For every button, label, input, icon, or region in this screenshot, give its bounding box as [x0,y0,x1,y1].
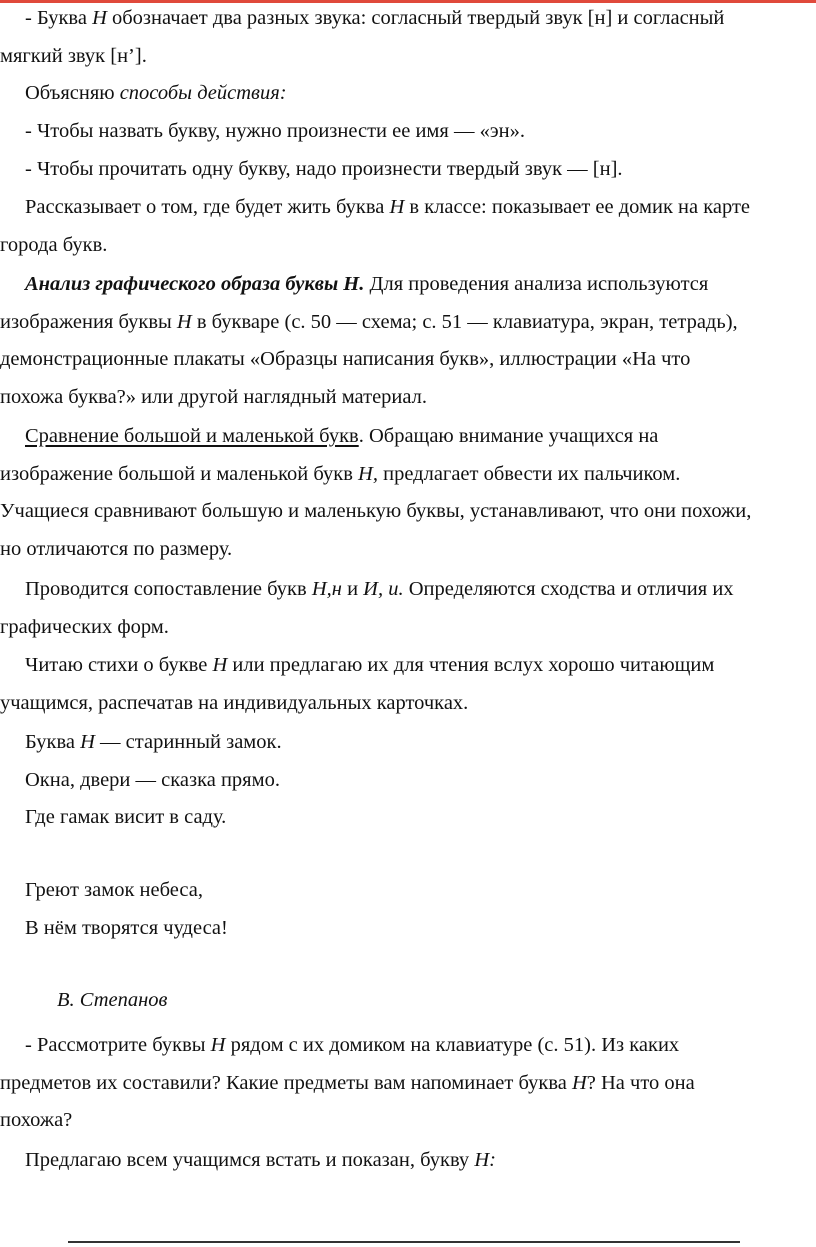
paragraph-graphic-analysis [0,266,800,416]
text-line: предметов их составили? Какие предметы вам напоминает буква Н? На что она [0,1071,695,1094]
paragraph-name-letter [0,113,800,151]
text-line: графических форм. [0,615,169,638]
text-line: Предлагаю всем учащимся встать и показан, букву Н: [25,1149,496,1171]
paragraph-letter-comparison [0,571,800,646]
paragraph-letter-sounds [0,0,800,75]
text-line: Объясняю способы действия: [25,82,287,104]
poem-stanza-2 [0,872,800,947]
text-line: но отличаются по размеру. [0,537,233,560]
text-line: мягкий звук [н’]. [0,44,147,67]
underlined-heading: Сравнение большой и маленькой букв [25,425,359,447]
text-line: - Рассмотрите буквы Н рядом с их домиком на клавиатуре (с. 51). Из каких [25,1034,680,1056]
paragraph-show-letter [0,1142,800,1180]
poem-stanza-1 [0,724,800,837]
text-line: Анализ графического образа буквы Н. Для проведения анализа используются [25,273,709,295]
paragraph-poems [0,647,800,722]
text-line: Рассказывает о том, где будет жить буква Н в классе: показывает ее домик на карте [25,196,751,218]
paragraph-compare-letters [0,418,800,568]
text-line: - Буква Н обозначает два разных звука: согласный твердый звук [н] и согласный [25,7,725,29]
paragraph-methods [0,75,800,113]
text-line: изображения буквы Н в букваре (с. 50 — схема; с. 51 — клавиатура, экран, тетрадь), [0,310,738,333]
poem-line: Где гамак висит в саду. [25,806,227,828]
paragraph-read-letter [0,151,800,189]
text-line: Учащиеся сравнивают большую и маленькую буквы, устанавливают, что они похожи, [0,500,752,522]
text-line: Читаю стихи о букве Н или предлагаю их для чтения вслух хорошо читающим [25,654,715,676]
text-line: - Чтобы прочитать одну букву, надо произнести твердый звук — [н]. [25,158,623,180]
footer-divider [68,1241,740,1243]
poem-author [0,982,800,1020]
text-line: похожа буква?» или другой наглядный материал. [0,385,428,408]
paragraph-letter-home [0,189,800,264]
text-line: Проводится сопоставление букв Н,н и И, и. Определяются сходства и отличия их [25,578,734,600]
text-line: города букв. [0,233,108,256]
text-line: - Чтобы назвать букву, нужно произнести ее имя — «эн». [25,120,525,142]
text-line: учащимся, распечатав на индивидуальных карточках. [0,691,469,714]
paragraph-keyboard-question [0,1027,800,1140]
poem-line: Буква Н — старинный замок. [25,731,282,753]
poem-line: Греют замок небеса, [25,879,203,901]
text-line: демонстрационные плакаты «Образцы написания букв», иллюстрации «На что [0,348,691,370]
text-line: изображение большой и маленькой букв Н, предлагает обвести их пальчиком. [0,462,681,485]
text-line: похожа? [0,1109,73,1131]
poem-line: Окна, двери — сказка прямо. [25,768,280,791]
poem-line: В нём творятся чудеса! [25,916,228,939]
text-line: Сравнение большой и маленькой букв. Обращаю внимание учащихся на [25,425,659,447]
section-heading: Анализ графического образа буквы Н. [25,273,365,295]
author-name: В. Степанов [57,989,168,1011]
